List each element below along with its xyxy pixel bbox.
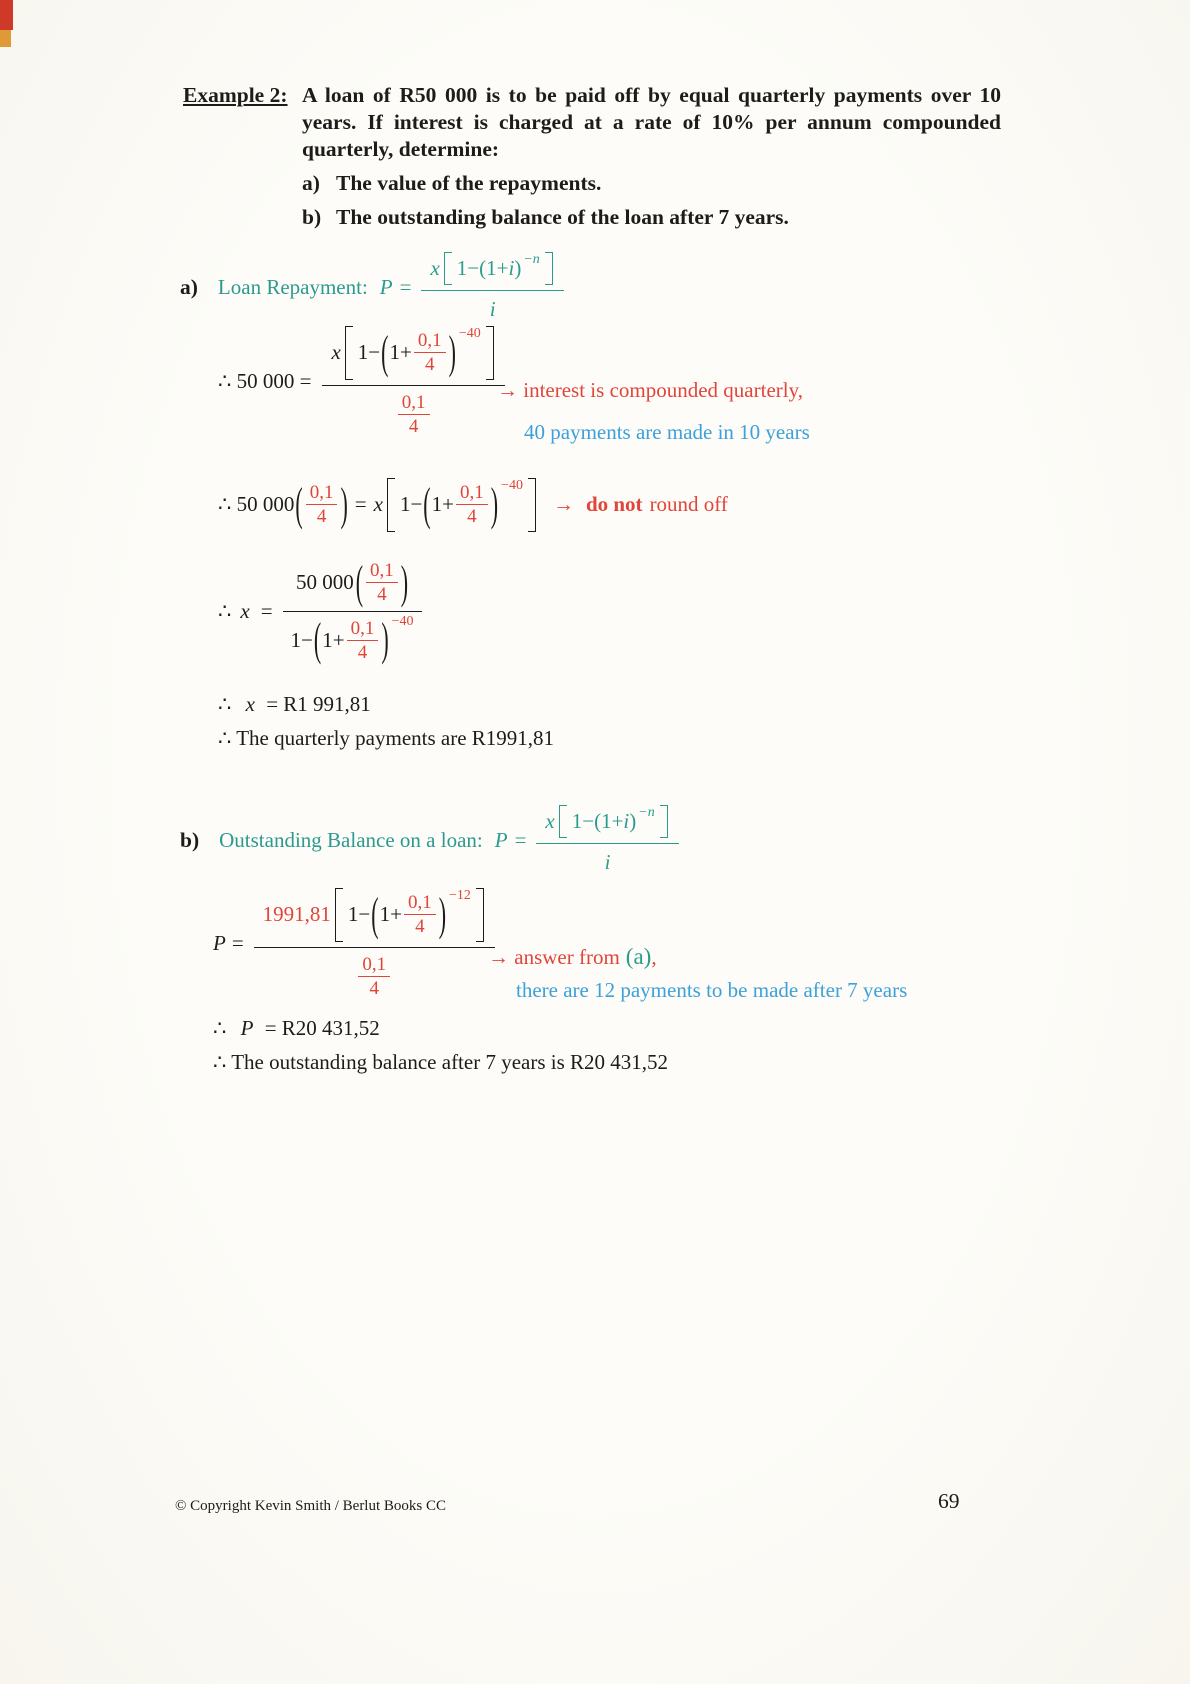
fraction-denominator (254, 947, 495, 1000)
exponent: −n (523, 252, 540, 267)
math-token: i (623, 809, 630, 833)
bracket-left (444, 252, 452, 285)
rate-fraction (414, 330, 446, 376)
math-token: = (354, 492, 367, 517)
math-token: 4 (366, 582, 398, 605)
annotation-12-payments: there are 12 payments to be made after 7 years (516, 978, 908, 1002)
math-token: i (508, 256, 515, 280)
math-token: 1+ (389, 340, 412, 365)
math-token: ∴ 50 000 = (218, 369, 312, 394)
math-token: 0,1 (401, 391, 426, 413)
annotation-answer-from: → answer from (488, 945, 620, 969)
math-token: x (245, 692, 255, 716)
problem-text: A loan of R50 000 is to be paid off by equal quarterly payments over 10 years. If interest is charged at a rate of 10% per annum compounded quarterly, determine: (302, 83, 1001, 161)
paren-open: ( (355, 555, 364, 608)
list-item-a (302, 170, 1001, 197)
square-brackets (345, 326, 494, 380)
part-a-formula-line (180, 252, 568, 322)
rate-fraction (347, 618, 379, 664)
item-b-marker: b) (302, 205, 322, 229)
math-token: 0,1 (370, 560, 394, 581)
math-token: ∴ (218, 599, 232, 624)
paren-close: ) (438, 887, 447, 940)
result-value: = R20 431,52 (264, 1016, 380, 1040)
math-token: P (379, 274, 393, 299)
math-token: 1+ (379, 902, 402, 927)
bracket-content (570, 805, 657, 838)
fraction-denominator: i (421, 290, 563, 322)
math-token: 0,1 (362, 953, 387, 975)
exponent: −40 (501, 478, 523, 493)
part-a-title: Loan Repayment: (217, 274, 368, 299)
math-token: 4 (414, 352, 446, 375)
part-a-marker: a) (180, 274, 198, 299)
bracket-right (528, 478, 536, 532)
part-b-title: Outstanding Balance on a loan: (219, 827, 483, 852)
fraction-numerator (322, 326, 504, 385)
rate-fraction (404, 892, 436, 938)
math-token: x (240, 599, 250, 624)
math-token: 1+ (322, 627, 345, 652)
footer-copyright: © Copyright Kevin Smith / Berlut Books CC (175, 1498, 446, 1514)
rate-fraction (366, 560, 398, 606)
math-token: P (240, 1016, 254, 1040)
square-brackets (444, 252, 553, 285)
rate-fraction (456, 482, 488, 528)
fraction-numerator (287, 555, 417, 611)
list-item-b (302, 204, 1001, 231)
math-token: 1− (399, 492, 423, 517)
math-token: 1− (347, 902, 371, 927)
math-token: ∴ (213, 1016, 227, 1040)
part-b-marker: b) (180, 827, 200, 852)
solve-fraction (283, 555, 422, 666)
rate-fraction (358, 954, 390, 1000)
paren-open: ( (381, 325, 389, 378)
math-token: 4 (398, 414, 430, 437)
math-token: x (331, 340, 341, 365)
fraction-denominator (283, 611, 422, 664)
math-token: ∴ 50 000 (218, 492, 295, 517)
math-token: = (231, 931, 244, 956)
paren-open: ( (423, 477, 431, 530)
math-token: 0,1 (350, 617, 375, 639)
math-token: 0,1 (459, 482, 484, 503)
paren-close: ) (340, 477, 348, 530)
exponent: −n (638, 805, 655, 820)
arrow-icon: → (552, 492, 574, 517)
scan-edge-artifact-orange (0, 30, 11, 47)
math-token: 1−(1+ (456, 256, 509, 280)
balance-fraction (254, 888, 495, 999)
math-token: 50 000 (295, 570, 354, 595)
part-b-formula-line (180, 805, 683, 875)
annotation-do-not: do not (585, 492, 643, 517)
fraction-numerator (254, 888, 495, 947)
bracket-left (559, 805, 567, 838)
step-substitution-line (218, 326, 509, 437)
math-token: = (399, 274, 412, 299)
bracket-content (346, 888, 473, 942)
result-p-line (213, 1016, 380, 1041)
square-brackets (559, 805, 668, 838)
math-token: 4 (456, 504, 488, 527)
math-token: 0,1 (309, 482, 334, 503)
formula-fraction (421, 252, 563, 322)
conclusion-b-line: ∴ The outstanding balance after 7 years is R20 431,52 (213, 1050, 669, 1074)
page-number: 69 (938, 1489, 960, 1513)
item-a-text: The value of the repayments. (336, 171, 602, 195)
bracket-right (476, 888, 484, 942)
item-b-text: The outstanding balance of the loan after 7 years. (336, 205, 789, 229)
example-label: Example 2: (183, 83, 288, 107)
math-token: ) (514, 256, 522, 280)
paren-open: ( (295, 477, 303, 530)
bracket-right (545, 252, 553, 285)
math-token: 1− (357, 340, 381, 365)
exponent: −12 (449, 888, 471, 903)
math-token: P (213, 931, 226, 956)
rate-fraction (306, 482, 338, 528)
math-token: 1991,81 (262, 902, 331, 927)
square-brackets (335, 888, 484, 942)
result-value: = R1 991,81 (266, 692, 371, 716)
paren-close: ) (381, 612, 389, 666)
conclusion-a-line: ∴ The quarterly payments are R1991,81 (218, 726, 555, 750)
step-solve-x-line (218, 555, 426, 666)
exponent: −40 (391, 613, 414, 629)
step-balance-line (213, 888, 499, 999)
math-token: 4 (404, 914, 436, 937)
fraction-denominator: i (536, 843, 678, 875)
annotation-ref-a: (a) (625, 944, 652, 969)
bracket-right (486, 326, 494, 380)
bracket-content (356, 326, 483, 380)
math-token: ) (629, 809, 637, 833)
math-token: 4 (358, 976, 390, 999)
fraction-numerator (421, 252, 563, 290)
scan-edge-artifact-red (0, 0, 13, 30)
exponent: −40 (458, 326, 481, 341)
math-token: 1−(1+ (571, 809, 624, 833)
math-token: = (514, 827, 527, 852)
annotation-compounded-quarterly: → interest is compounded quarterly, (497, 378, 803, 402)
paren-close: ) (400, 555, 409, 608)
annotation-answer-from-a (488, 944, 657, 970)
square-brackets (387, 478, 536, 532)
math-token: 1− (290, 627, 313, 652)
math-token: 1+ (431, 492, 454, 517)
bracket-left (335, 888, 343, 942)
substitution-fraction (322, 326, 504, 437)
result-x-line (218, 692, 371, 717)
math-token: 0,1 (407, 892, 432, 913)
paren-open: ( (313, 612, 322, 666)
formula-fraction (536, 805, 678, 875)
fraction-denominator (322, 385, 504, 438)
item-a-marker: a) (302, 171, 320, 195)
math-token: ∴ (218, 692, 232, 716)
fraction-numerator (536, 805, 678, 843)
math-token: x (430, 256, 440, 280)
math-token: P (494, 827, 508, 852)
step-multiply-line (218, 478, 728, 532)
bracket-left (345, 326, 353, 380)
math-token: x (545, 809, 555, 833)
math-token: 4 (306, 504, 338, 527)
math-token: 4 (347, 640, 379, 663)
example-body (302, 82, 1001, 231)
math-token: = (260, 599, 273, 624)
bracket-left (387, 478, 395, 532)
paren-close: ) (490, 477, 499, 530)
bracket-content (455, 252, 542, 285)
paren-open: ( (371, 887, 379, 940)
bracket-content (398, 478, 525, 532)
paren-close: ) (448, 325, 456, 378)
rate-fraction (398, 392, 430, 438)
math-token: 0,1 (417, 330, 442, 351)
annotation-round-off: round off (649, 492, 728, 517)
bracket-right (660, 805, 668, 838)
example-statement (183, 82, 1001, 231)
math-token: x (373, 492, 383, 517)
annotation-40-payments: 40 payments are made in 10 years (524, 420, 810, 444)
annotation-comma: , (651, 945, 657, 969)
